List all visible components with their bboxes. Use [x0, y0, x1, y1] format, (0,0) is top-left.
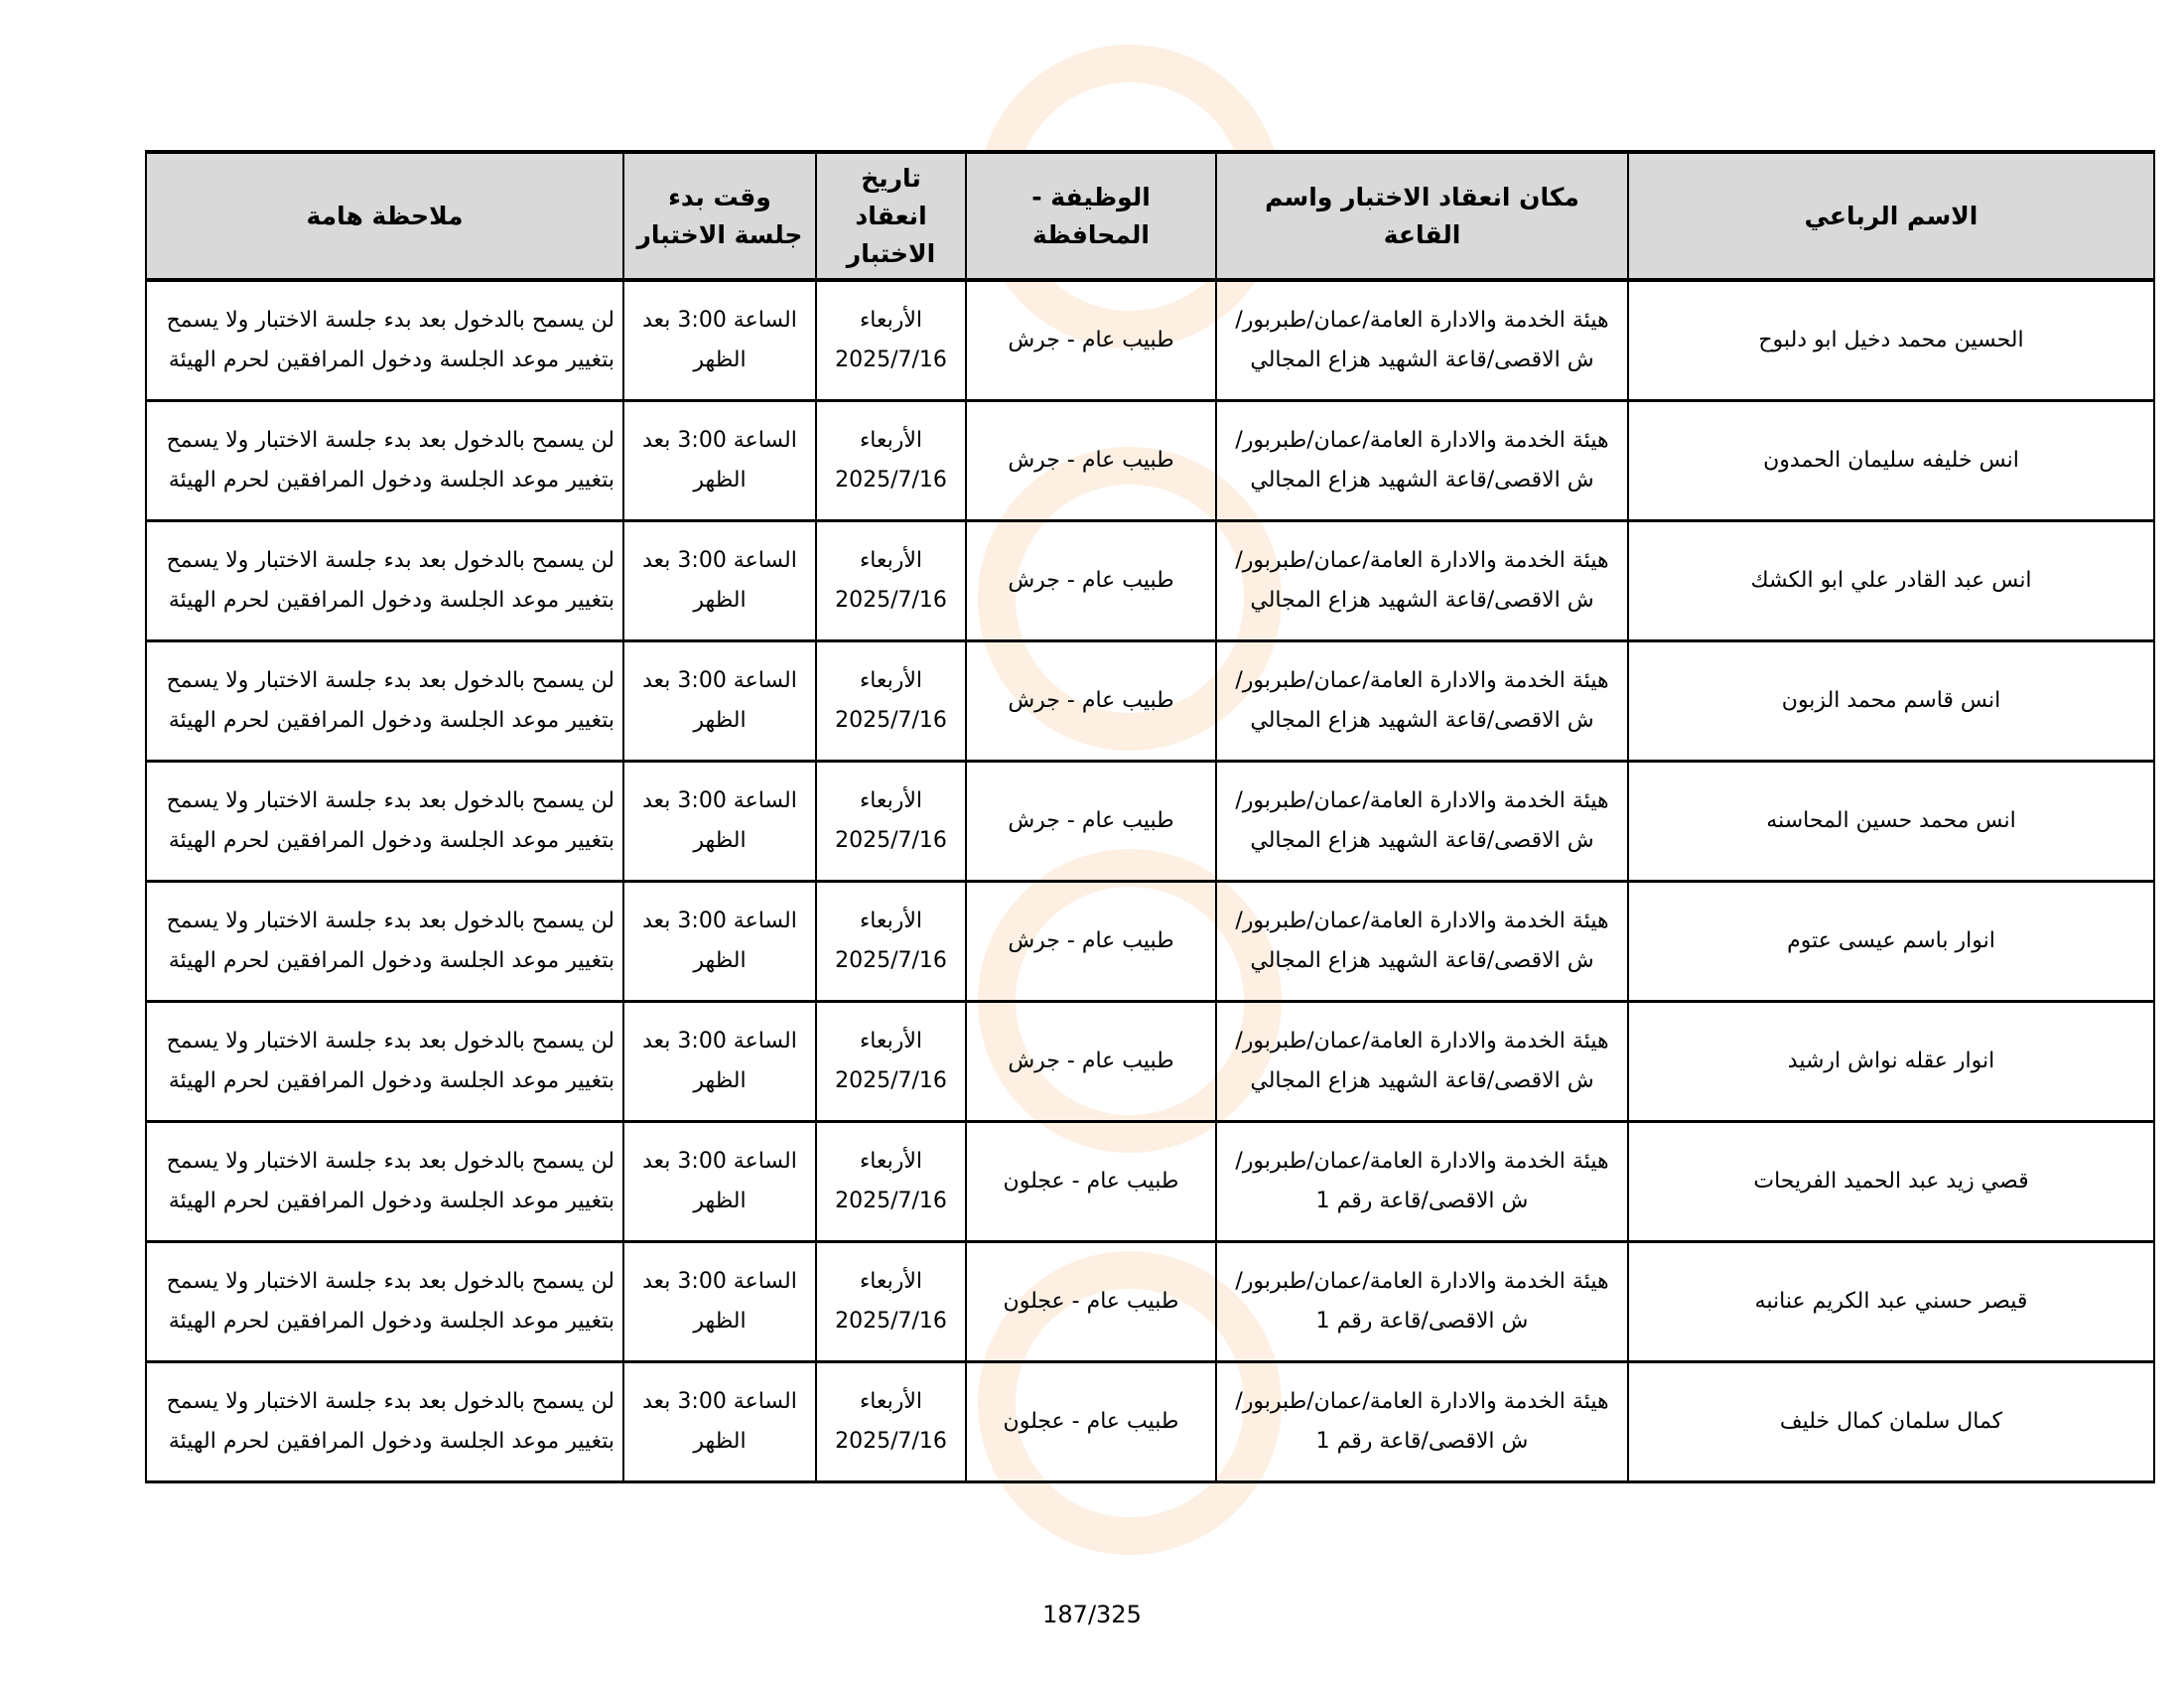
cell-job: طبيب عام - جرش: [966, 1002, 1216, 1122]
table-row: [146, 401, 2154, 521]
cell-job: طبيب عام - جرش: [966, 521, 1216, 641]
cell-date: الأربعاء 2025/7/16: [816, 1242, 966, 1362]
table-row: [146, 641, 2154, 762]
page-number: 187/325: [1042, 1601, 1142, 1628]
cell-date: الأربعاء 2025/7/16: [816, 1362, 966, 1482]
cell-date: الأربعاء 2025/7/16: [816, 280, 966, 401]
cell-time: الساعة 3:00 بعد الظهر: [623, 521, 816, 641]
cell-date: الأربعاء 2025/7/16: [816, 1002, 966, 1122]
cell-name: الحسين محمد دخيل ابو دلبوح: [1628, 280, 2154, 401]
header-time: وقت بدء جلسة الاختبار: [623, 152, 816, 280]
cell-job: طبيب عام - جرش: [966, 882, 1216, 1002]
header-date: تاريخ انعقاد الاختبار: [816, 152, 966, 280]
cell-place: هيئة الخدمة والادارة العامة/عمان/طبربور/ش الاقصى/قاعة الشهيد هزاع المجالي: [1216, 882, 1628, 1002]
cell-name: كمال سلمان كمال خليف: [1628, 1362, 2154, 1482]
cell-place: هيئة الخدمة والادارة العامة/عمان/طبربور/ش الاقصى/قاعة الشهيد هزاع المجالي: [1216, 1002, 1628, 1122]
cell-note: لن يسمح بالدخول بعد بدء جلسة الاختبار ولا يسمح بتغيير موعد الجلسة ودخول المرافقين لحرم الهيئة: [146, 521, 623, 641]
cell-note: لن يسمح بالدخول بعد بدء جلسة الاختبار ولا يسمح بتغيير موعد الجلسة ودخول المرافقين لحرم الهيئة: [146, 401, 623, 521]
table-row: [146, 1362, 2154, 1482]
header-place: مكان انعقاد الاختبار واسم القاعة: [1216, 152, 1628, 280]
cell-note: لن يسمح بالدخول بعد بدء جلسة الاختبار ولا يسمح بتغيير موعد الجلسة ودخول المرافقين لحرم الهيئة: [146, 641, 623, 762]
cell-place: هيئة الخدمة والادارة العامة/عمان/طبربور/ش الاقصى/قاعة الشهيد هزاع المجالي: [1216, 762, 1628, 882]
cell-date: الأربعاء 2025/7/16: [816, 882, 966, 1002]
table-row: [146, 882, 2154, 1002]
header-row: [146, 152, 2154, 280]
cell-note: لن يسمح بالدخول بعد بدء جلسة الاختبار ولا يسمح بتغيير موعد الجلسة ودخول المرافقين لحرم الهيئة: [146, 1122, 623, 1242]
header-note: ملاحظة هامة: [146, 152, 623, 280]
cell-time: الساعة 3:00 بعد الظهر: [623, 401, 816, 521]
cell-name: انوار باسم عيسى عتوم: [1628, 882, 2154, 1002]
cell-place: هيئة الخدمة والادارة العامة/عمان/طبربور/ش الاقصى/قاعة رقم 1: [1216, 1242, 1628, 1362]
exam-schedule-table: [145, 150, 2155, 1483]
cell-date: الأربعاء 2025/7/16: [816, 521, 966, 641]
cell-note: لن يسمح بالدخول بعد بدء جلسة الاختبار ولا يسمح بتغيير موعد الجلسة ودخول المرافقين لحرم الهيئة: [146, 1002, 623, 1122]
cell-note: لن يسمح بالدخول بعد بدء جلسة الاختبار ولا يسمح بتغيير موعد الجلسة ودخول المرافقين لحرم الهيئة: [146, 280, 623, 401]
cell-place: هيئة الخدمة والادارة العامة/عمان/طبربور/ش الاقصى/قاعة رقم 1: [1216, 1122, 1628, 1242]
table-row: [146, 1122, 2154, 1242]
table-row: [146, 1242, 2154, 1362]
cell-date: الأربعاء 2025/7/16: [816, 641, 966, 762]
table-row: [146, 1002, 2154, 1122]
cell-time: الساعة 3:00 بعد الظهر: [623, 1362, 816, 1482]
cell-name: انس عبد القادر علي ابو الكشك: [1628, 521, 2154, 641]
cell-time: الساعة 3:00 بعد الظهر: [623, 882, 816, 1002]
cell-job: طبيب عام - عجلون: [966, 1122, 1216, 1242]
cell-note: لن يسمح بالدخول بعد بدء جلسة الاختبار ولا يسمح بتغيير موعد الجلسة ودخول المرافقين لحرم الهيئة: [146, 1242, 623, 1362]
cell-time: الساعة 3:00 بعد الظهر: [623, 280, 816, 401]
cell-date: الأربعاء 2025/7/16: [816, 762, 966, 882]
table-row: [146, 280, 2154, 401]
table-row: [146, 762, 2154, 882]
cell-job: طبيب عام - جرش: [966, 401, 1216, 521]
cell-name: قصي زيد عبد الحميد الفريحات: [1628, 1122, 2154, 1242]
cell-place: هيئة الخدمة والادارة العامة/عمان/طبربور/ش الاقصى/قاعة الشهيد هزاع المجالي: [1216, 641, 1628, 762]
cell-time: الساعة 3:00 بعد الظهر: [623, 641, 816, 762]
table-row: [146, 521, 2154, 641]
cell-job: طبيب عام - عجلون: [966, 1362, 1216, 1482]
cell-name: انس خليفه سليمان الحمدون: [1628, 401, 2154, 521]
cell-time: الساعة 3:00 بعد الظهر: [623, 762, 816, 882]
cell-name: انوار عقله نواش ارشيد: [1628, 1002, 2154, 1122]
cell-job: طبيب عام - جرش: [966, 762, 1216, 882]
header-name: الاسم الرباعي: [1628, 152, 2154, 280]
cell-place: هيئة الخدمة والادارة العامة/عمان/طبربور/ش الاقصى/قاعة الشهيد هزاع المجالي: [1216, 521, 1628, 641]
cell-time: الساعة 3:00 بعد الظهر: [623, 1002, 816, 1122]
cell-job: طبيب عام - جرش: [966, 641, 1216, 762]
cell-job: طبيب عام - جرش: [966, 280, 1216, 401]
cell-place: هيئة الخدمة والادارة العامة/عمان/طبربور/ش الاقصى/قاعة رقم 1: [1216, 1362, 1628, 1482]
cell-place: هيئة الخدمة والادارة العامة/عمان/طبربور/ش الاقصى/قاعة الشهيد هزاع المجالي: [1216, 280, 1628, 401]
cell-time: الساعة 3:00 بعد الظهر: [623, 1242, 816, 1362]
cell-note: لن يسمح بالدخول بعد بدء جلسة الاختبار ولا يسمح بتغيير موعد الجلسة ودخول المرافقين لحرم الهيئة: [146, 762, 623, 882]
cell-note: لن يسمح بالدخول بعد بدء جلسة الاختبار ولا يسمح بتغيير موعد الجلسة ودخول المرافقين لحرم الهيئة: [146, 1362, 623, 1482]
cell-name: قيصر حسني عبد الكريم عنانبه: [1628, 1242, 2154, 1362]
cell-job: طبيب عام - عجلون: [966, 1242, 1216, 1362]
cell-date: الأربعاء 2025/7/16: [816, 1122, 966, 1242]
cell-name: انس محمد حسين المحاسنه: [1628, 762, 2154, 882]
cell-date: الأربعاء 2025/7/16: [816, 401, 966, 521]
cell-place: هيئة الخدمة والادارة العامة/عمان/طبربور/ش الاقصى/قاعة الشهيد هزاع المجالي: [1216, 401, 1628, 521]
header-job: الوظيفة - المحافظة: [966, 152, 1216, 280]
cell-name: انس قاسم محمد الزبون: [1628, 641, 2154, 762]
cell-note: لن يسمح بالدخول بعد بدء جلسة الاختبار ولا يسمح بتغيير موعد الجلسة ودخول المرافقين لحرم الهيئة: [146, 882, 623, 1002]
cell-time: الساعة 3:00 بعد الظهر: [623, 1122, 816, 1242]
